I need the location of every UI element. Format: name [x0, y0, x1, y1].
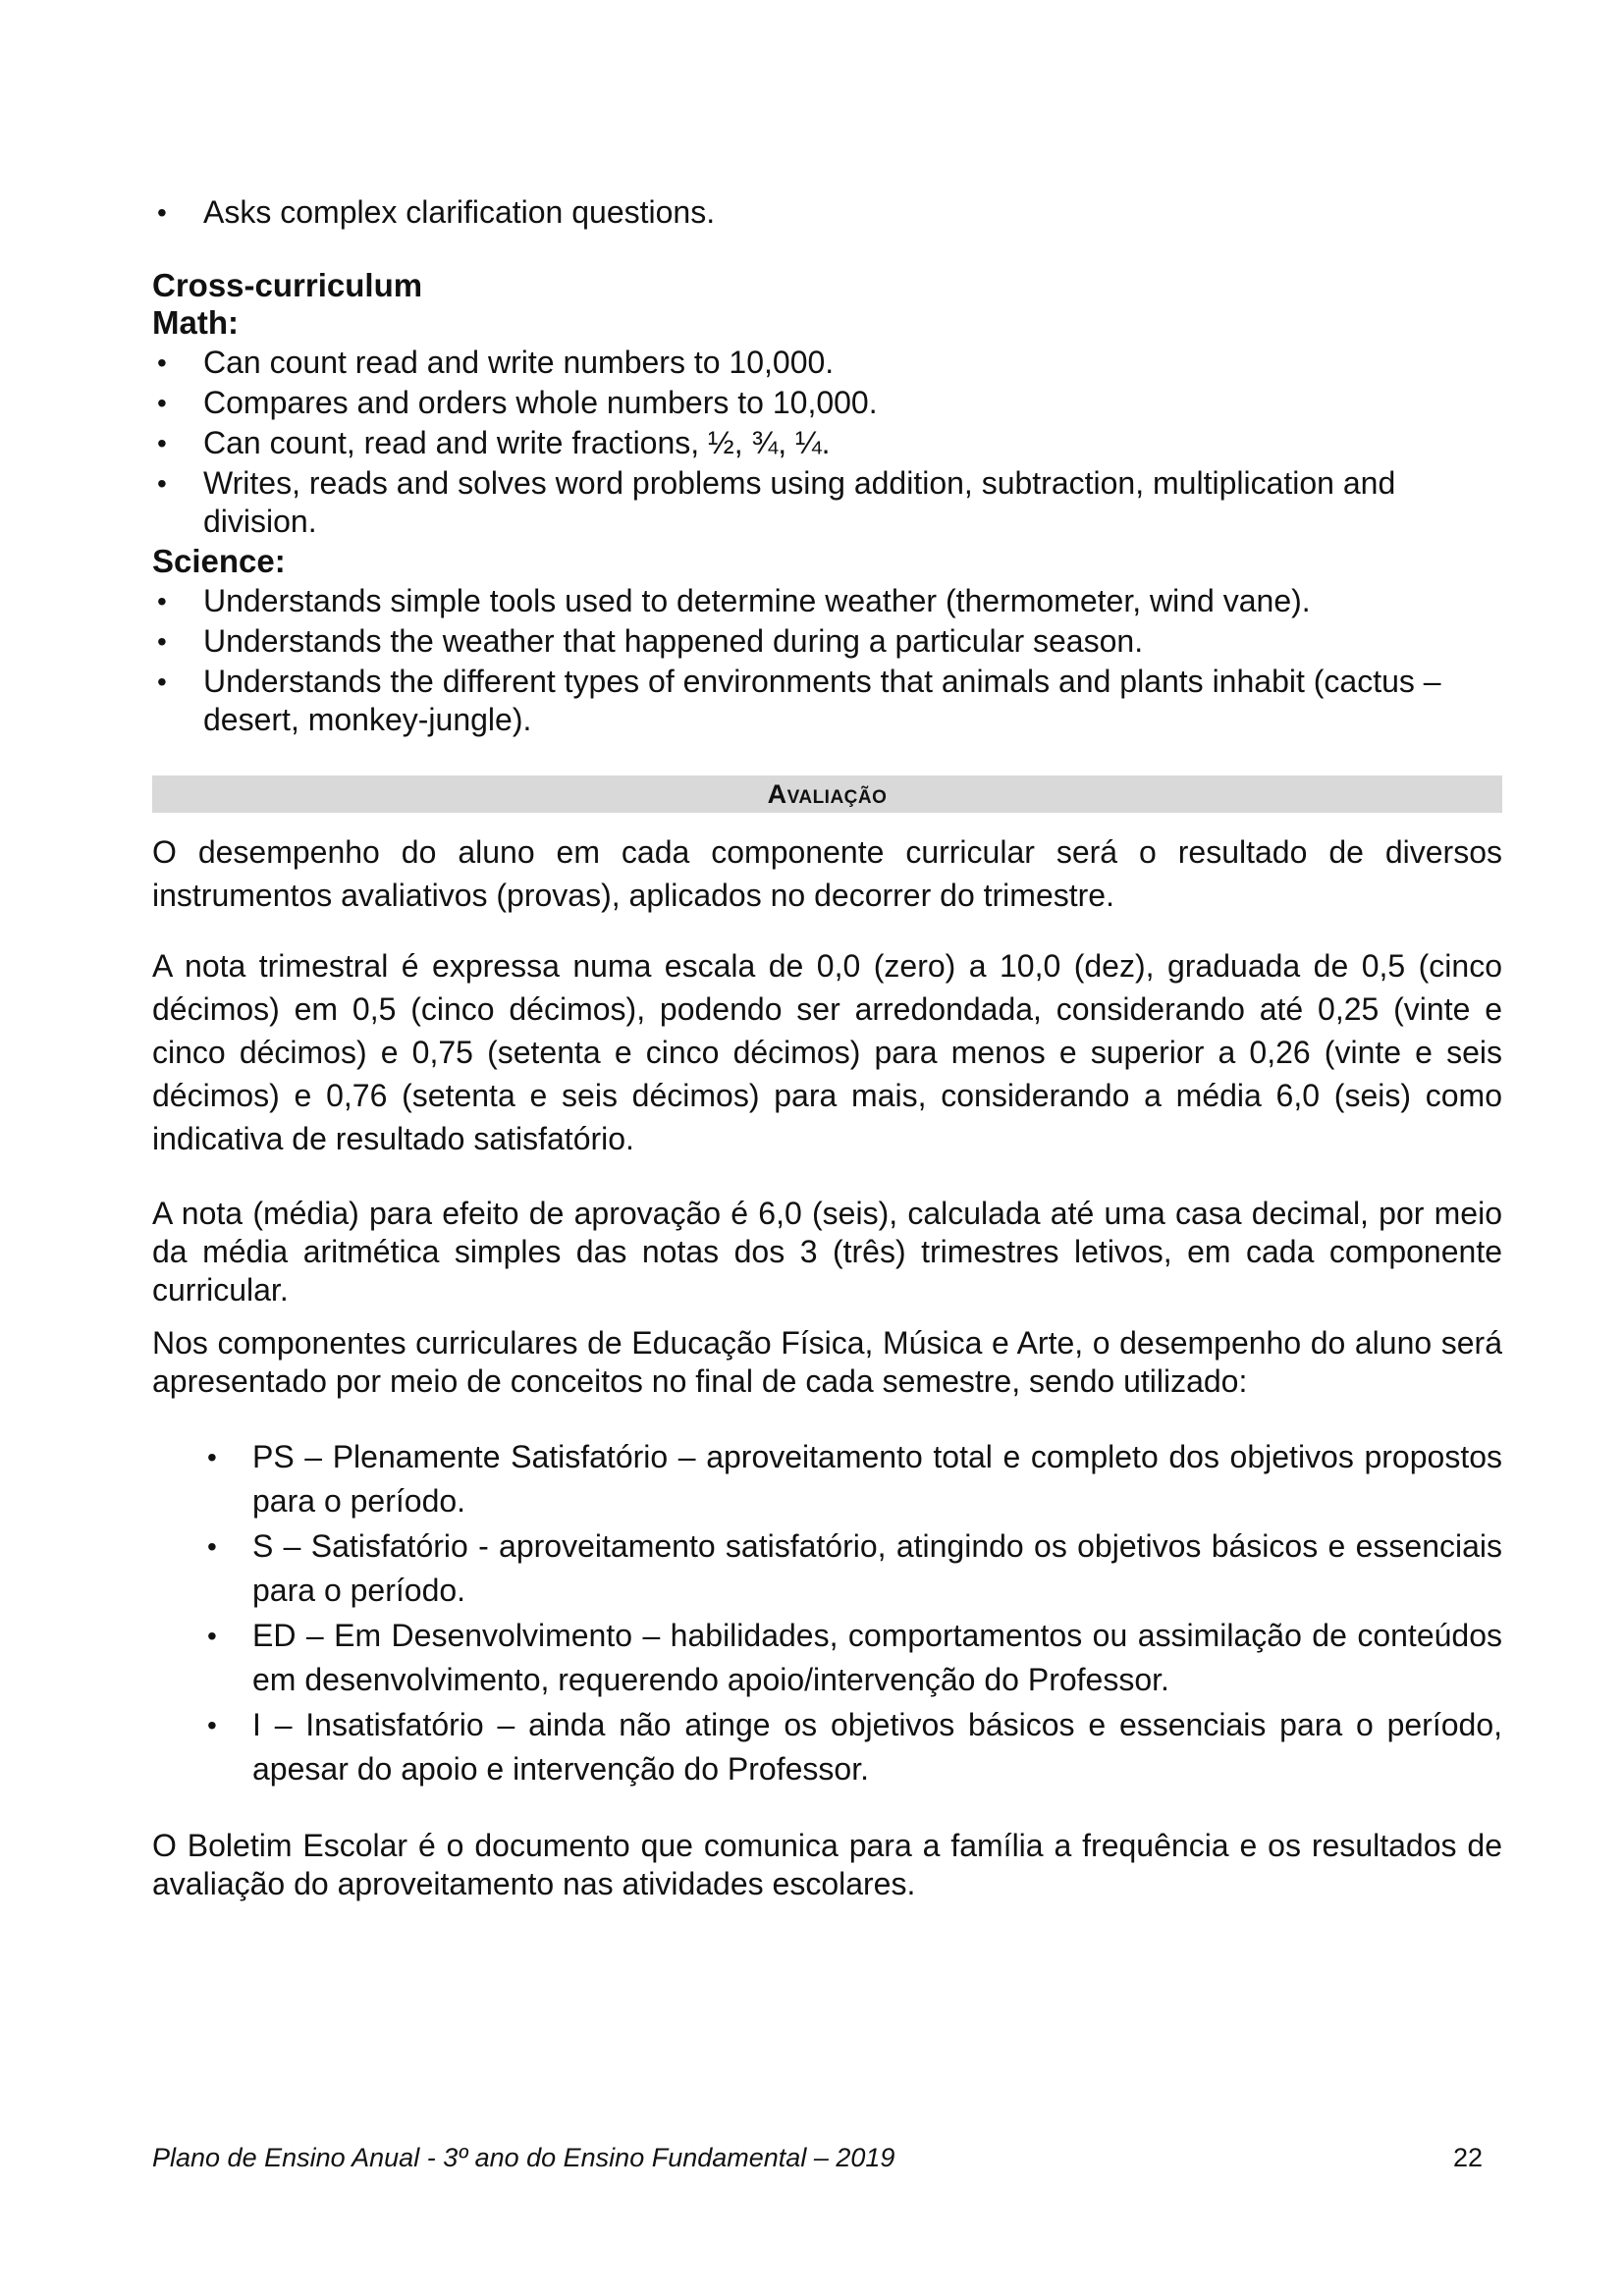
bullet-icon: •	[157, 626, 167, 657]
list-item: • ED – Em Desenvolvimento – habilidades, comportamentos ou assimilação de conteúdos em desenvolvimento, requerendo apoio/intervenção do Professor.	[203, 1614, 1502, 1702]
section-title-avaliacao: Avaliação	[152, 775, 1502, 813]
list-item: • Understands the different types of environments that animals and plants inhabit (cactus – desert, monkey-jungle).	[157, 664, 1441, 737]
concept-list	[203, 1435, 1502, 1792]
bullet-icon: •	[207, 1531, 217, 1562]
cross-curriculum-heading: Cross-curriculum	[152, 267, 423, 303]
top-bullet-list	[152, 193, 1502, 232]
science-heading: Science:	[152, 543, 286, 579]
list-item: • S – Satisfatório - aproveitamento satisfatório, atingindo os objetivos básicos e essenciais para o período.	[203, 1524, 1502, 1613]
list-item: • Can count, read and write fractions, ½, ¾, ¼.	[157, 425, 831, 460]
paragraph: O desempenho do aluno em cada componente curricular será o resultado de diversos instrumentos avaliativos (provas), aplicados no decorrer do trimestre.	[152, 834, 1502, 913]
bullet-icon: •	[157, 468, 167, 499]
math-list	[152, 344, 1502, 543]
math-heading: Math:	[152, 304, 239, 341]
paragraph: A nota trimestral é expressa numa escala de 0,0 (zero) a 10,0 (dez), graduada de 0,5 (cinco décimos) em 0,5 (cinco décimos), podendo ser arredondada, considerando até 0,25 (vinte e cinco décimos) e 0,75 (setenta e cinco décimos) para menos e superior a 0,26 (vinte e seis décimos) e 0,76 (setenta e seis décimos) para mais, considerando a média 6,0 (seis) como indicativa de resultado satisfatório.	[152, 948, 1502, 1156]
bullet-icon: •	[157, 197, 167, 228]
bullet-icon: •	[207, 1621, 217, 1651]
bullet-icon: •	[207, 1442, 217, 1472]
list-item: • PS – Plenamente Satisfatório – aproveitamento total e completo dos objetivos propostos para o período.	[203, 1435, 1502, 1523]
bullet-icon: •	[157, 428, 167, 458]
list-item: • Asks complex clarification questions.	[157, 194, 716, 230]
list-item: • Writes, reads and solves word problems using addition, subtraction, multiplication and division.	[157, 465, 1396, 539]
list-item: • Compares and orders whole numbers to 10,000.	[157, 385, 878, 420]
document-page	[152, 0, 1502, 2296]
paragraph: O Boletim Escolar é o documento que comunica para a família a frequência e os resultados de avaliação do aproveitamento nas atividades escolares.	[152, 1828, 1502, 1901]
footer-text: Plano de Ensino Anual - 3º ano do Ensino Fundamental – 2019	[152, 2143, 895, 2172]
list-item: • I – Insatisfatório – ainda não atinge os objetivos básicos e essenciais para o período, apesar do apoio e intervenção do Professor.	[203, 1703, 1502, 1791]
paragraph: A nota (média) para efeito de aprovação é 6,0 (seis), calculada até uma casa decimal, por meio da média aritmética simples das notas dos 3 (três) trimestres letivos, em cada componente curricular.	[152, 1196, 1502, 1308]
bullet-icon: •	[157, 667, 167, 697]
page-footer	[152, 2142, 1483, 2173]
bullet-icon: •	[157, 586, 167, 616]
science-list	[152, 582, 1502, 741]
paragraph: Nos componentes curriculares de Educação Física, Música e Arte, o desempenho do aluno será apresentado por meio de conceitos no final de cada semestre, sendo utilizado:	[152, 1325, 1502, 1399]
page-number: 22	[1452, 2143, 1483, 2172]
list-item: • Understands simple tools used to determine weather (thermometer, wind vane).	[157, 583, 1311, 618]
bullet-icon: •	[207, 1710, 217, 1740]
list-item: • Understands the weather that happened during a particular season.	[157, 623, 1144, 659]
bullet-icon: •	[157, 347, 167, 378]
list-item: • Can count read and write numbers to 10,000.	[157, 345, 835, 380]
bullet-icon: •	[157, 388, 167, 418]
